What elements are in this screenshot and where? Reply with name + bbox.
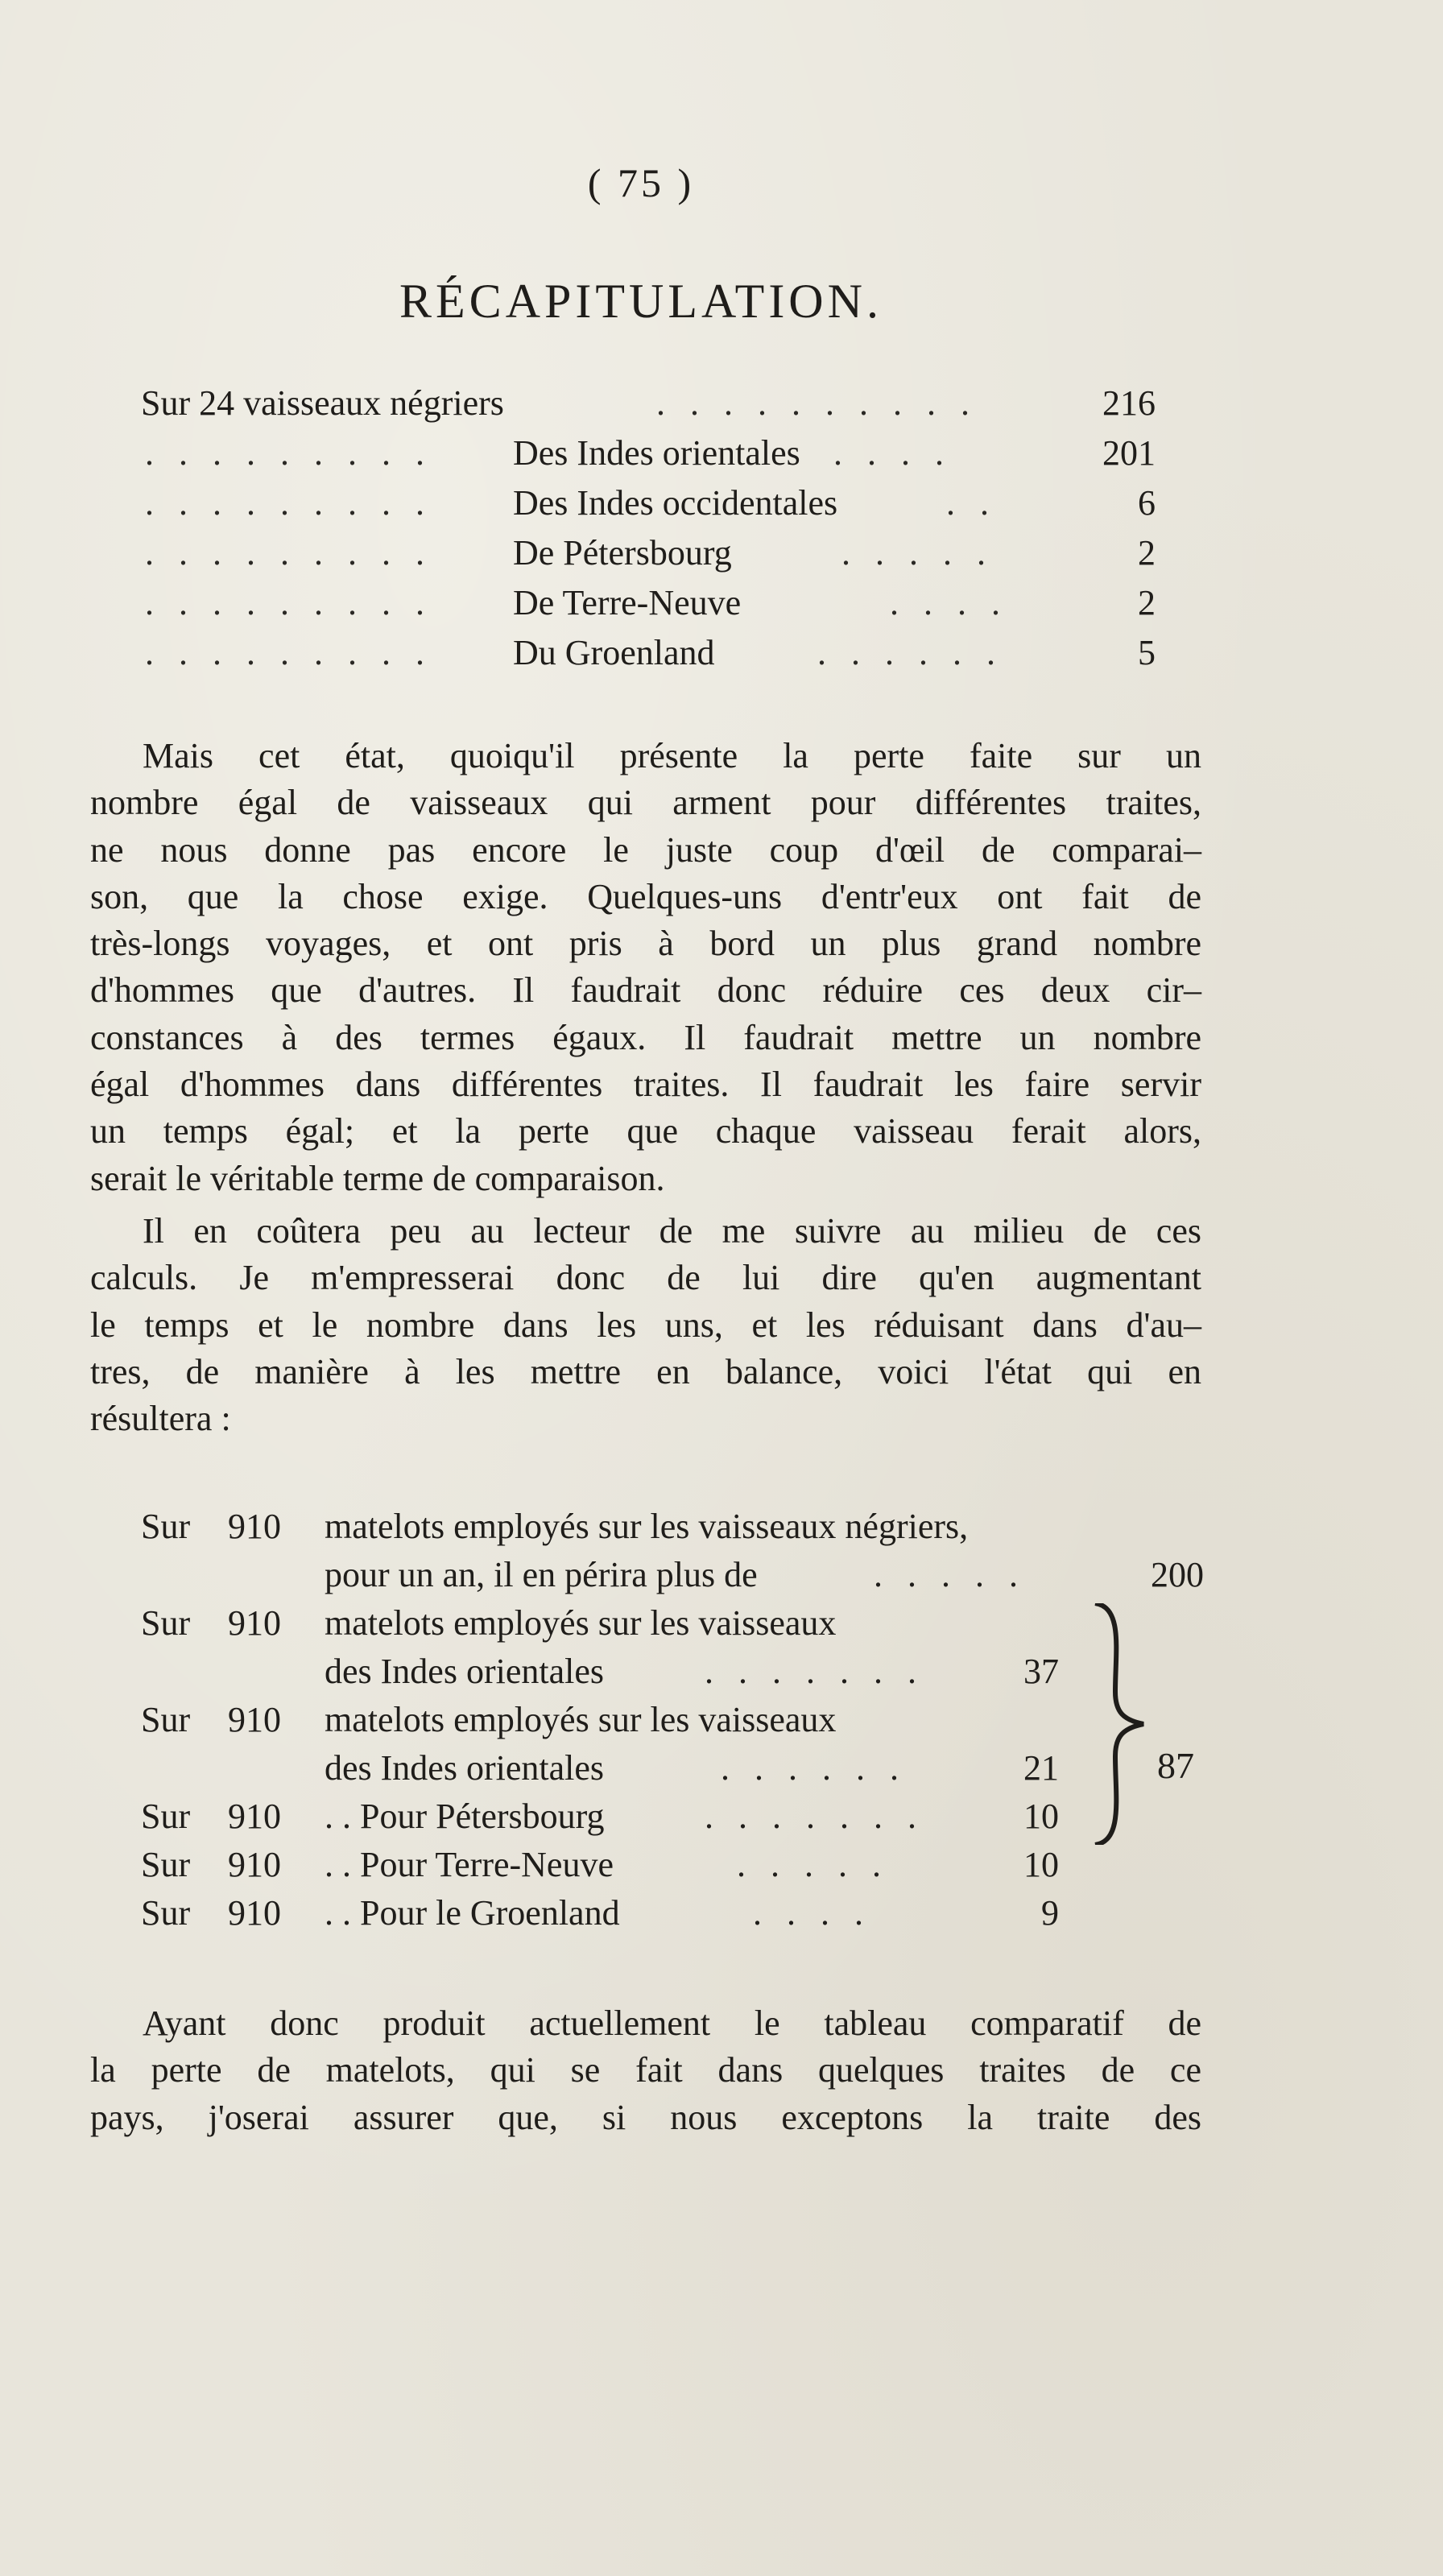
summary-row <box>141 428 1156 478</box>
curly-brace-icon <box>1087 1603 1160 1845</box>
text-line: la perte de matelots, qui se fait dans quelques traites de ce <box>90 2050 1201 2090</box>
text-line: un temps égal; et la perte que chaque vaisseau ferait alors, <box>90 1111 1201 1152</box>
summary-value: 216 <box>1102 383 1156 423</box>
comparison-text: matelots employés sur les vaisseaux <box>325 1603 837 1643</box>
comparison-sur: Sur <box>141 1893 191 1933</box>
leader-dots: . . . . . . . . . <box>145 433 432 473</box>
page-number: ( 75 ) <box>587 160 695 205</box>
comparison-sur: Sur <box>141 1797 191 1836</box>
leader-dots: . . . . <box>753 1893 871 1933</box>
comparison-row <box>141 1551 1204 1599</box>
leader-dots: . . . . . . . . . <box>145 583 432 622</box>
summary-lead: Sur 24 vaisseaux négriers <box>141 383 504 423</box>
comparison-count: 910 <box>228 1845 281 1884</box>
comparison-text: . . Pour le Groenland <box>325 1893 620 1933</box>
summary-label: Du Groenland <box>513 633 715 672</box>
comparison-value: 37 <box>1023 1652 1059 1691</box>
text-line: le temps et le nombre dans les uns, et les réduisant dans d'au– <box>90 1305 1201 1345</box>
comparison-text: des Indes orientales <box>325 1748 604 1788</box>
leader-dots: . . . . . . . <box>705 1652 924 1691</box>
text-line: très-longs voyages, et ont pris à bord un plus grand nombre <box>90 924 1201 964</box>
summary-label: De Terre-Neuve <box>513 583 742 622</box>
leader-dots: . . . . <box>833 433 952 473</box>
summary-value: 6 <box>1138 483 1156 523</box>
text-line: pays, j'oserai assurer que, si nous exceptons la traite des <box>90 2097 1201 2137</box>
comparison-row <box>141 1599 1204 1648</box>
comparison-count: 910 <box>228 1700 281 1739</box>
leader-dots: . . . . . . . . . <box>145 633 432 672</box>
leader-dots: . . . . . . <box>817 633 1003 672</box>
comparison-table <box>141 1503 1204 1937</box>
comparison-sur: Sur <box>141 1700 191 1739</box>
summary-row <box>141 578 1156 628</box>
summary-row <box>141 378 1156 428</box>
summary-row <box>141 528 1156 578</box>
summary-label: Des Indes orientales <box>513 433 800 473</box>
paragraph <box>90 2000 1201 2141</box>
text-line: égal d'hommes dans différentes traites. Il faudrait les faire servir <box>90 1065 1201 1105</box>
comparison-value: 21 <box>1023 1748 1059 1788</box>
comparison-row <box>141 1792 1204 1841</box>
comparison-value: 10 <box>1023 1797 1059 1836</box>
leader-dots: . . . . . <box>737 1845 889 1884</box>
comparison-value: 9 <box>1041 1893 1059 1933</box>
text-line: son, que la chose exige. Quelques-uns d'entr'eux ont fait de <box>90 876 1201 916</box>
comparison-row <box>141 1841 1204 1889</box>
comparison-row <box>141 1696 1204 1744</box>
summary-row <box>141 478 1156 528</box>
comparison-row <box>141 1889 1204 1937</box>
summary-value: 2 <box>1138 583 1156 622</box>
comparison-row <box>141 1744 1204 1792</box>
leader-dots: . . . . . . . <box>705 1797 924 1836</box>
comparison-sur: Sur <box>141 1603 191 1643</box>
comparison-row <box>141 1648 1204 1696</box>
comparison-sur: Sur <box>141 1507 191 1546</box>
summary-value: 2 <box>1138 533 1156 573</box>
leader-dots: . . . . . <box>841 533 994 573</box>
summary-label: Des Indes occidentales <box>513 483 838 523</box>
comparison-value: 200 <box>1151 1555 1204 1594</box>
text-line: serait le véritable terme de comparaison. <box>90 1158 665 1198</box>
comparison-row <box>141 1503 1204 1551</box>
summary-value: 201 <box>1102 433 1156 473</box>
comparison-sur: Sur <box>141 1845 191 1884</box>
text-line: d'hommes que d'autres. Il faudrait donc réduire ces deux cir– <box>90 970 1201 1011</box>
text-line: Ayant donc produit actuellement le tableau comparatif de <box>143 2003 1201 2043</box>
comparison-count: 910 <box>228 1797 281 1836</box>
text-line: calculs. Je m'empresserai donc de lui dire qu'en augmentant <box>90 1258 1201 1298</box>
leader-dots: . . . . . . . . . <box>145 483 432 523</box>
comparison-text: . . Pour Pétersbourg <box>325 1797 605 1836</box>
paragraph <box>90 733 1201 1202</box>
text-line: Il en coûtera peu au lecteur de me suivre au milieu de ces <box>143 1211 1201 1251</box>
leader-dots: . . . . . . . . . <box>145 533 432 573</box>
comparison-text: pour un an, il en périra plus de <box>325 1555 758 1594</box>
summary-table <box>141 378 1156 678</box>
text-line: tres, de manière à les mettre en balance, voici l'état qui en <box>90 1351 1201 1391</box>
comparison-text: . . Pour Terre-Neuve <box>325 1845 614 1884</box>
comparison-text: matelots employés sur les vaisseaux négriers, <box>325 1507 969 1546</box>
text-line: résultera : <box>90 1399 231 1439</box>
comparison-count: 910 <box>228 1893 281 1933</box>
summary-label: De Pétersbourg <box>513 533 732 573</box>
leader-dots: . . . . . <box>874 1555 1026 1594</box>
text-line: ne nous donne pas encore le juste coup d'œil de comparai– <box>90 829 1201 870</box>
comparison-text: matelots employés sur les vaisseaux <box>325 1700 837 1739</box>
leader-dots: . . <box>946 483 997 523</box>
page-title: RÉCAPITULATION. <box>399 275 883 328</box>
paragraph <box>90 1208 1201 1442</box>
leader-dots: . . . . <box>890 583 1008 622</box>
summary-value: 5 <box>1138 633 1156 672</box>
text-line: nombre égal de vaisseaux qui arment pour différentes traites, <box>90 783 1201 823</box>
comparison-value: 10 <box>1023 1845 1059 1884</box>
leader-dots: . . . . . . <box>721 1748 907 1788</box>
brace-total: 87 <box>1157 1745 1194 1786</box>
leader-dots: . . . . . . . . . . <box>656 383 978 423</box>
comparison-count: 910 <box>228 1603 281 1643</box>
text-line: Mais cet état, quoiqu'il présente la perte faite sur un <box>143 736 1201 775</box>
comparison-count: 910 <box>228 1507 281 1546</box>
text-line: constances à des termes égaux. Il faudrait mettre un nombre <box>90 1017 1201 1057</box>
summary-row <box>141 628 1156 678</box>
comparison-text: des Indes orientales <box>325 1652 604 1691</box>
